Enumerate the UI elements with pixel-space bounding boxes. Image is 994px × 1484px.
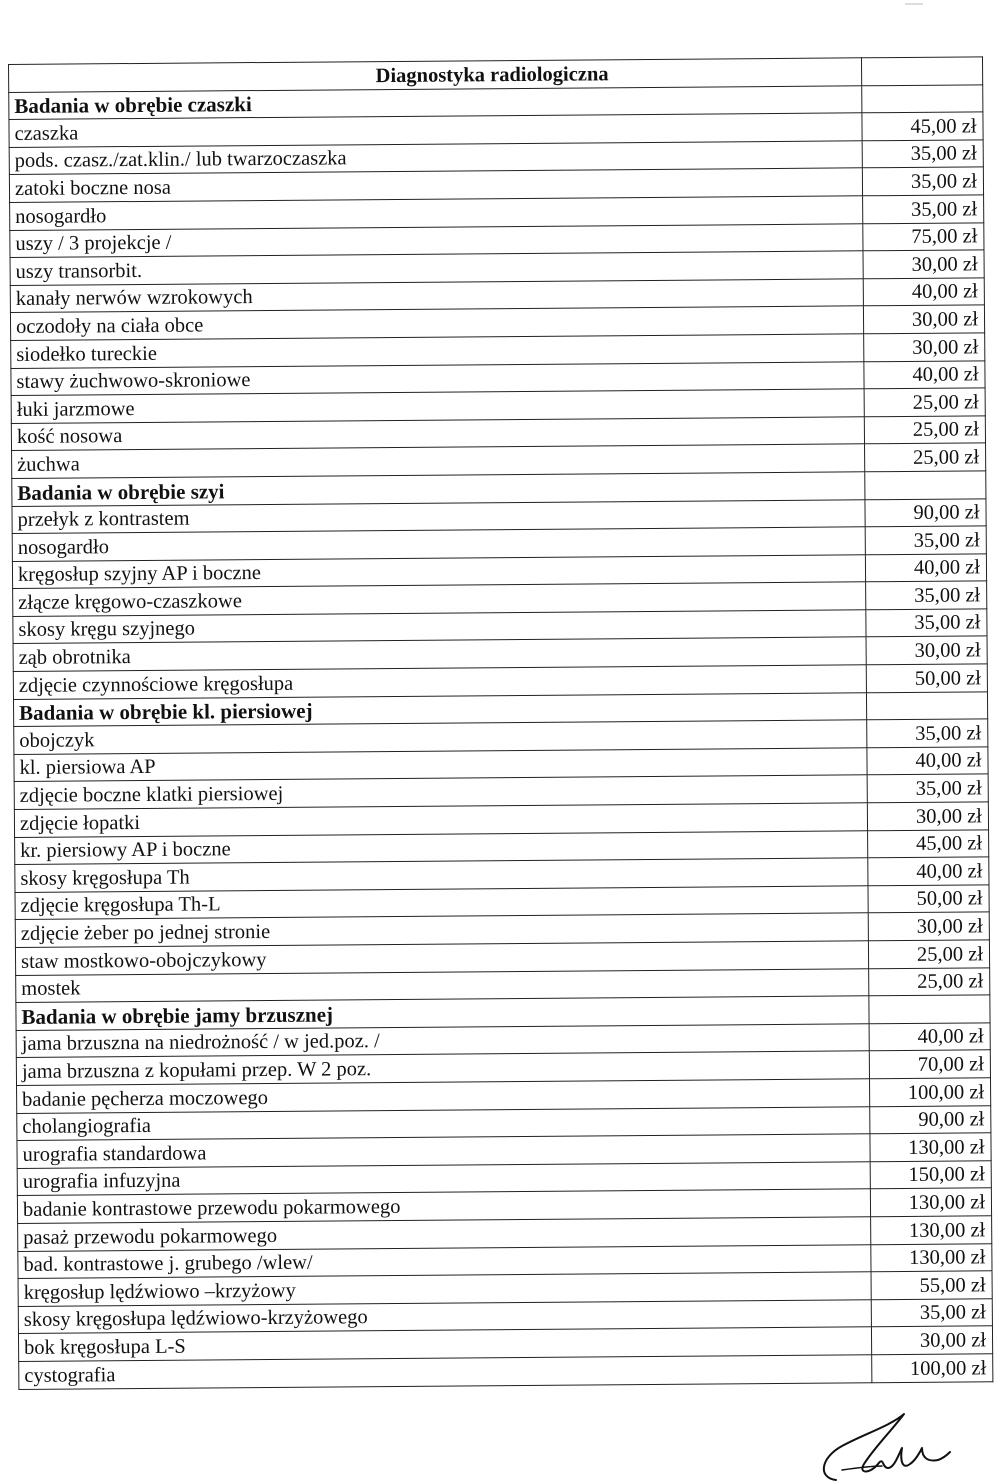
exam-name: bad. kontrastowe j. grubego /wlew/ [18,1244,871,1278]
exam-name: skosy kręgu szyjnego [13,610,866,644]
exam-name: uszy transorbit. [10,251,863,285]
exam-name: kr. piersiowy AP i boczne [15,830,868,864]
exam-price: 40,00 zł [863,278,984,307]
exam-name: oczodoły na ciała obce [10,306,863,340]
exam-name: badanie kontrastowe przewodu pokarmowego [17,1189,870,1223]
exam-name: ząb obrotnika [13,637,866,671]
exam-name: cholangiografia [17,1106,870,1140]
exam-name: skosy kręgosłupa lędźwiowo-krzyżowego [18,1299,871,1333]
exam-price: 25,00 zł [865,443,986,472]
section-price-cell [866,691,987,720]
exam-price: 25,00 zł [869,967,990,996]
section-price-cell [869,995,990,1024]
page-title: Diagnostyka radiologiczna [9,58,862,92]
scan-mark [905,3,923,5]
exam-price: 90,00 zł [870,1105,991,1134]
exam-price: 90,00 zł [865,498,986,527]
exam-price: 35,00 zł [866,581,987,610]
exam-name: nosogardło [10,196,863,230]
exam-name: jama brzuszna z kopułami przep. W 2 poz. [16,1051,869,1085]
exam-price: 35,00 zł [862,140,983,169]
exam-name: czaszka [9,113,862,147]
exam-price: 100,00 zł [872,1354,993,1383]
exam-name: urografia standardowa [17,1134,870,1168]
exam-price: 25,00 zł [868,940,989,969]
exam-price: 150,00 zł [870,1161,991,1190]
exam-price: 25,00 zł [864,416,985,445]
exam-price: 50,00 zł [868,885,989,914]
exam-price: 50,00 zł [866,664,987,693]
exam-price: 35,00 zł [863,195,984,224]
exam-price: 35,00 zł [862,167,983,196]
exam-name: obojczyk [14,720,867,754]
exam-price: 30,00 zł [864,333,985,362]
exam-name: kręgosłup lędźwiowo –krzyżowy [18,1272,871,1306]
exam-name: uszy / 3 projekcje / [10,223,863,257]
exam-price: 35,00 zł [867,774,988,803]
exam-name: urografia infuzyjna [17,1162,870,1196]
exam-price: 45,00 zł [868,829,989,858]
exam-price: 40,00 zł [869,1023,990,1052]
exam-name: żuchwa [12,444,865,478]
exam-price: 30,00 zł [866,636,987,665]
exam-price: 40,00 zł [864,360,985,389]
exam-name: kl. piersiowa AP [14,748,867,782]
section-heading: Badania w obrębie kl. piersiowej [13,692,866,726]
exam-price: 35,00 zł [871,1299,992,1328]
exam-price: 35,00 zł [866,609,987,638]
exam-name: nosogardło [12,527,865,561]
exam-price: 130,00 zł [871,1216,992,1245]
exam-price: 40,00 zł [868,857,989,886]
exam-name: złącze kręgowo-czaszkowe [13,582,866,616]
exam-name: zatoki boczne nosa [9,168,862,202]
exam-name: siodełko tureckie [11,334,864,368]
exam-price: 130,00 zł [870,1188,991,1217]
exam-name: mostek [16,968,869,1002]
price-table-body [9,57,993,1389]
exam-price: 35,00 zł [867,719,988,748]
exam-price: 75,00 zł [863,222,984,251]
exam-price: 130,00 zł [871,1243,992,1272]
section-price-cell [865,471,986,500]
exam-name: jama brzuszna na niedrożność / w jed.poz. / [16,1024,869,1058]
section-heading: Badania w obrębie czaszki [9,85,862,119]
exam-name: kanały nerwów wzrokowych [10,279,863,313]
exam-price: 30,00 zł [867,802,988,831]
exam-price: 40,00 zł [867,747,988,776]
exam-price: 30,00 zł [871,1326,992,1355]
exam-name: zdjęcie kręgosłupa Th-L [15,886,868,920]
exam-name: przełyk z kontrastem [12,499,865,533]
exam-name: zdjęcie żeber po jednej stronie [15,913,868,947]
exam-name: zdjęcie czynnościowe kręgosłupa [13,665,866,699]
price-table [8,56,993,1389]
exam-name: kość nosowa [11,417,864,451]
exam-price: 70,00 zł [869,1050,990,1079]
section-heading: Badania w obrębie szyi [12,472,865,506]
section-heading: Badania w obrębie jamy brzusznej [16,996,869,1030]
exam-name: cystografia [19,1355,872,1389]
exam-price: 35,00 zł [865,526,986,555]
exam-name: kręgosłup szyjny AP i boczne [12,554,865,588]
signature-icon [812,1408,952,1484]
exam-price: 25,00 zł [864,388,985,417]
exam-name: łuki jarzmowe [11,389,864,423]
exam-name: pasaż przewodu pokarmowego [18,1217,871,1251]
price-table-container [8,57,987,1424]
title-price-cell [861,57,982,86]
exam-name: skosy kręgosłupa Th [15,858,868,892]
exam-price: 100,00 zł [869,1078,990,1107]
exam-name: zdjęcie boczne klatki piersiowej [14,775,867,809]
exam-price: 55,00 zł [871,1271,992,1300]
exam-price: 45,00 zł [862,112,983,141]
exam-name: badanie pęcherza moczowego [17,1079,870,1113]
exam-name: zdjęcie łopatki [14,803,867,837]
exam-name: staw mostkowo-obojczykowy [15,941,868,975]
exam-name: pods. czasz./zat.klin./ lub twarzoczaszka [9,141,862,175]
exam-price: 130,00 zł [870,1133,991,1162]
exam-price: 30,00 zł [863,305,984,334]
section-price-cell [862,84,983,113]
exam-price: 30,00 zł [863,250,984,279]
exam-price: 40,00 zł [865,554,986,583]
exam-name: stawy żuchwowo-skroniowe [11,361,864,395]
exam-name: bok kręgosłupa L-S [18,1327,871,1361]
exam-price: 30,00 zł [868,912,989,941]
